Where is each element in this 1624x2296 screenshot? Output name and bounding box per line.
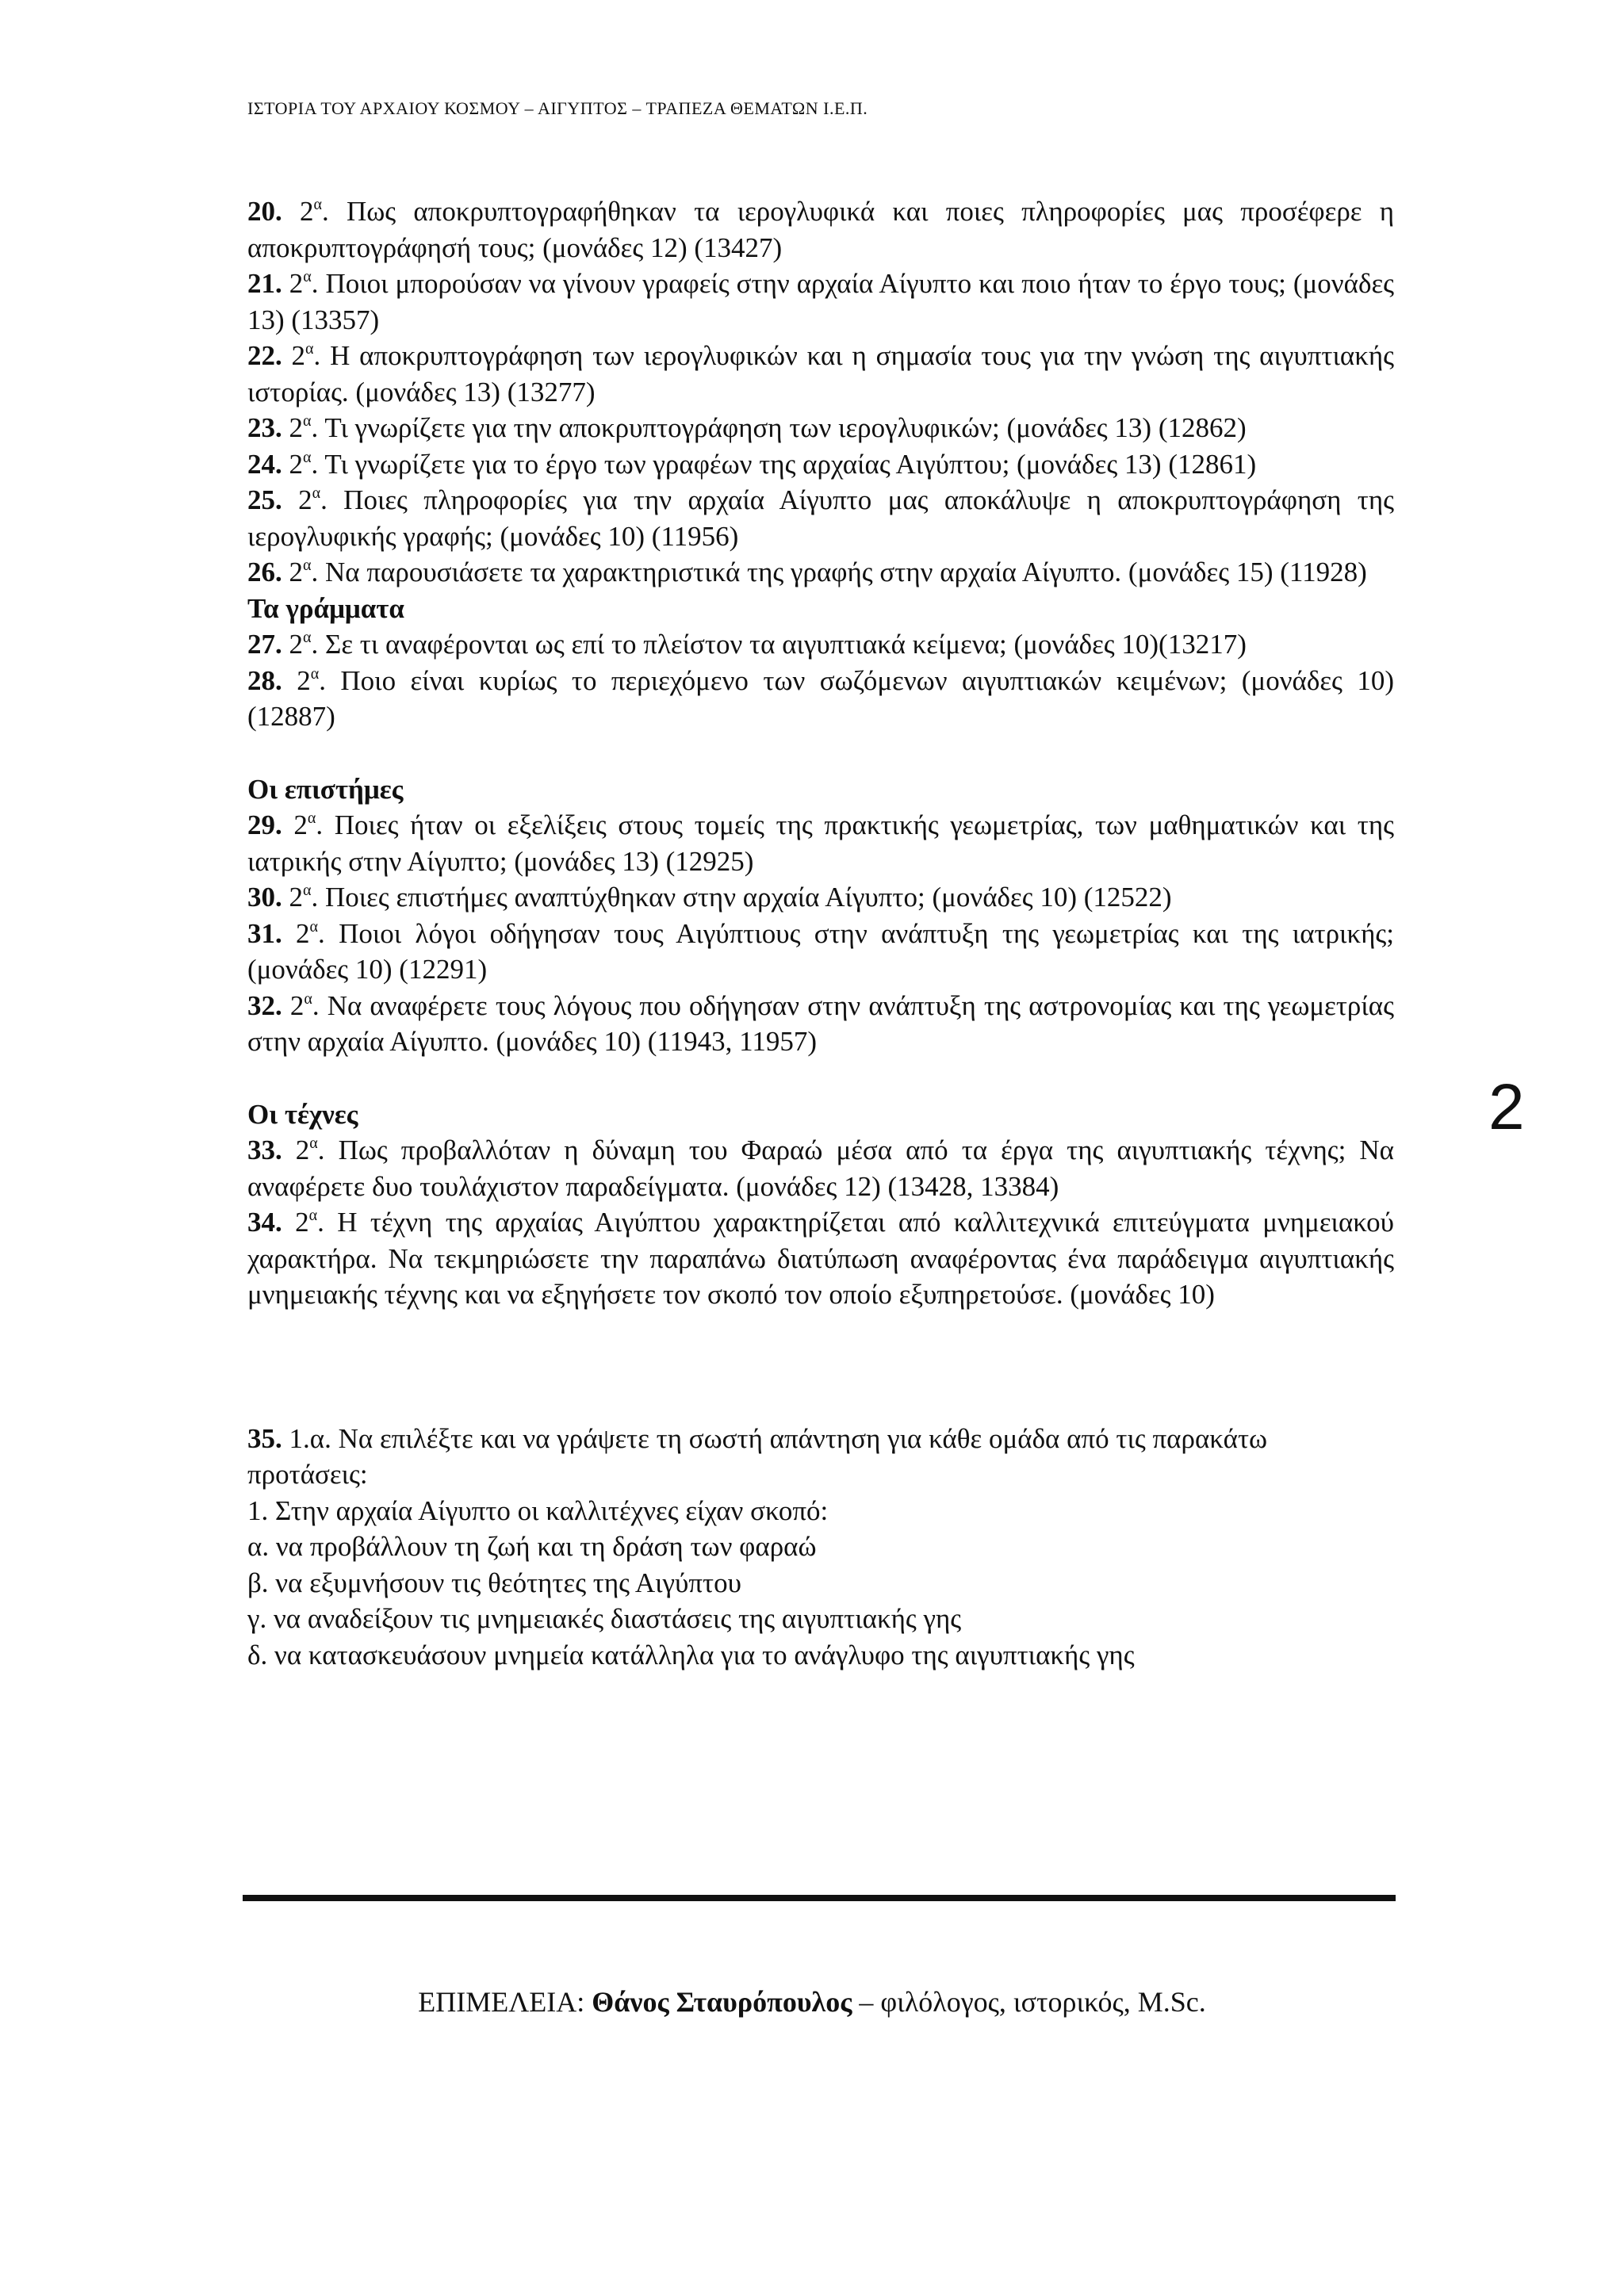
answer-option: γ. να αναδείξουν τις μνημειακές διαστάσεις της αιγυπτιακής γης [247, 1603, 962, 1634]
question-level: 2 [295, 1207, 309, 1238]
footer-divider [243, 1895, 1396, 1901]
question-35-stem: 1. Στην αρχαία Αίγυπτο οι καλλιτέχνες είχαν σκοπό: [247, 1494, 829, 1526]
question-level: 2 [296, 917, 310, 949]
question-number: 32. [247, 989, 282, 1021]
footer-credit [0, 1985, 1624, 2019]
question-text: . Ποιοι λόγοι οδήγησαν τους Αιγύπτιους στην ανάπτυξη της γεωμετρίας και της ιατρικής; (μονάδες 10) (12291) [247, 917, 1394, 985]
level-superscript: α [310, 664, 320, 683]
footer-suffix: – φιλόλογος, ιστορικός, M.Sc. [852, 1986, 1206, 2018]
question-25 [247, 482, 1394, 554]
question-number: 20. [247, 196, 282, 227]
question-level: 2 [289, 557, 303, 587]
level-superscript: α [303, 557, 312, 574]
document-body [247, 193, 1394, 1673]
question-level: 2 [297, 664, 311, 696]
section-heading-arts: Οι τέχνες [247, 1098, 358, 1130]
answer-option: α. να προβάλλουν τη ζωή και τη δράση των φαραώ [247, 1531, 817, 1562]
question-text: . Ποιες ήταν οι εξελίξεις στους τομείς της πρακτικής γεωμετρίας, των μαθηματικών και της ιατρικής στην Αίγυπτο; (μονάδες 13) (12925) [247, 809, 1394, 877]
question-text: . Σε τι αναφέρονται ως επί το πλείστον τα αιγυπτιακά κείμενα; (μονάδες 10)(13217) [311, 629, 1247, 660]
level-superscript: α [307, 809, 316, 827]
question-29 [247, 807, 1394, 879]
question-35 [247, 1421, 1394, 1493]
question-number: 26. [247, 557, 282, 587]
question-text: . Να αναφέρετε τους λόγους που οδήγησαν στην ανάπτυξη της αστρονομίας και της γεωμετρίας στην αρχαία Αίγυπτο. (μονάδες 10) (11943, 11957) [247, 989, 1394, 1057]
level-superscript: α [303, 448, 312, 466]
question-number: 30. [247, 882, 282, 913]
question-text: . Ποιοι μπορούσαν να γίνουν γραφείς στην αρχαία Αίγυπτο και ποιο ήταν το έργο τους; (μονάδες 13) (13357) [247, 268, 1395, 335]
answer-option: δ. να κατασκευάσουν μνημεία κατάλληλα για το ανάγλυφο της αιγυπτιακής γης [247, 1639, 1135, 1670]
level-superscript: α [312, 484, 321, 502]
answer-option: β. να εξυμνήσουν τις θεότητες της Αιγύπτου [247, 1567, 741, 1598]
level-superscript: α [303, 268, 312, 285]
question-level: 2 [298, 484, 312, 515]
question-text: . Τι γνωρίζετε για την αποκρυπτογράφηση των ιερογλυφικών; (μονάδες 13) (12862) [311, 412, 1247, 443]
question-number: 24. [247, 448, 282, 480]
level-superscript: α [303, 412, 312, 430]
question-number: 31. [247, 917, 282, 949]
question-33 [247, 1132, 1394, 1204]
question-text: . Ποιες πληροφορίες για την αρχαία Αίγυπτο μας αποκάλυψε η αποκρυπτογράφηση της ιερογλυφικής γραφής; (μονάδες 10) (11956) [247, 484, 1394, 552]
question-number: 21. [247, 268, 282, 299]
question-number: 22. [247, 340, 282, 371]
question-28 [247, 663, 1394, 735]
question-level: 2 [289, 268, 304, 299]
question-text: . Τι γνωρίζετε για το έργο των γραφέων της αρχαίας Αιγύπτου; (μονάδες 13) (12861) [311, 448, 1257, 480]
question-32 [247, 988, 1394, 1060]
question-21 [247, 266, 1394, 338]
question-level: 2 [289, 448, 303, 480]
level-superscript: α [303, 629, 312, 646]
level-superscript: α [303, 882, 312, 899]
question-number: 23. [247, 412, 282, 443]
question-text: . Πως αποκρυπτογραφήθηκαν τα ιερογλυφικά και ποιες πληροφορίες μας προσέφερε η αποκρυπτογράφησή τους; (μονάδες 12) (13427) [247, 196, 1395, 263]
question-text: . Ποιο είναι κυρίως το περιεχόμενο των σωζόμενων αιγυπτιακών κειμένων; (μονάδες 10) (12887) [247, 664, 1395, 732]
question-text: . Η τέχνη της αρχαίας Αιγύπτου χαρακτηρίζεται από καλλιτεχνικά επιτεύγματα μνημειακού χαρακτήρα. Να τεκμηριώσετε την παραπάνω διατύπωση αναφέροντας ένα παράδειγμα αιγυπτιακής μνημειακής τέχνης και να εξηγήσετε τον σκοπό τον οποίο εξυπηρετούσε. (μονάδες 10) [247, 1207, 1395, 1310]
question-text: . Ποιες επιστήμες αναπτύχθηκαν στην αρχαία Αίγυπτο; (μονάδες 10) (12522) [311, 882, 1172, 913]
question-level: 2 [293, 809, 308, 840]
level-superscript: α [309, 917, 319, 936]
question-23 [247, 410, 1394, 446]
question-24 [247, 446, 1394, 483]
question-number: 35. [247, 1422, 282, 1454]
question-34 [247, 1204, 1394, 1313]
question-level: 2 [299, 196, 314, 227]
question-number: 33. [247, 1135, 282, 1165]
question-number: 29. [247, 809, 282, 840]
spacer [247, 1313, 1394, 1421]
level-superscript: α [305, 340, 314, 358]
level-superscript: α [308, 1207, 318, 1224]
footer-author: Θάνος Σταυρόπουλος [592, 1986, 852, 2018]
question-number: 28. [247, 664, 282, 696]
question-level: 2 [295, 1135, 310, 1165]
spacer [247, 1060, 1394, 1096]
spacer [247, 735, 1394, 771]
question-level: 2 [289, 989, 304, 1021]
question-level: 2 [291, 340, 306, 371]
question-level: 2 [289, 629, 303, 660]
question-30 [247, 879, 1394, 916]
section-heading-sciences: Οι επιστήμες [247, 773, 404, 805]
level-superscript: α [309, 1135, 318, 1152]
question-text: . Η αποκρυπτογράφηση των ιερογλυφικών και η σημασία τους για την γνώση της αιγυπτιακής ιστορίας. (μονάδες 13) (13277) [247, 340, 1394, 408]
question-31 [247, 916, 1394, 988]
question-number: 27. [247, 629, 282, 660]
question-intro: 1.α. Να επιλέξτε και να γράψετε τη σωστή απάντηση για κάθε ομάδα από τις παρακάτω προτάσεις: [247, 1422, 1268, 1490]
question-level: 2 [289, 412, 303, 443]
question-22 [247, 338, 1394, 410]
question-text: . Πως προβαλλόταν η δύναμη του Φαραώ μέσα από τα έργα της αιγυπτιακής τέχνης; Να αναφέρετε δυο τουλάχιστον παραδείγματα. (μονάδες 12) (13428, 13384) [247, 1135, 1394, 1202]
question-level: 2 [289, 882, 303, 913]
level-superscript: α [304, 989, 312, 1008]
question-20 [247, 193, 1394, 266]
page-number: 2 [1488, 1071, 1525, 1143]
footer-prefix: ΕΠΙΜΕΛΕΙΑ: [418, 1986, 592, 2018]
question-27 [247, 626, 1394, 663]
question-number: 34. [247, 1207, 282, 1238]
level-superscript: α [313, 196, 322, 213]
section-heading-letters: Τα γράμματα [247, 592, 404, 624]
question-text: . Να παρουσιάσετε τα χαρακτηριστικά της γραφής στην αρχαία Αίγυπτο. (μονάδες 15) (11928) [311, 557, 1367, 587]
running-header: ΙΣΤΟΡΙΑ ΤΟΥ ΑΡΧΑΙΟΥ ΚΟΣΜΟΥ – ΑΙΓΥΠΤΟΣ – ΤΡΑΠΕΖΑ ΘΕΜΑΤΩΝ Ι.Ε.Π. [247, 98, 868, 118]
question-26 [247, 554, 1394, 591]
question-number: 25. [247, 484, 282, 515]
